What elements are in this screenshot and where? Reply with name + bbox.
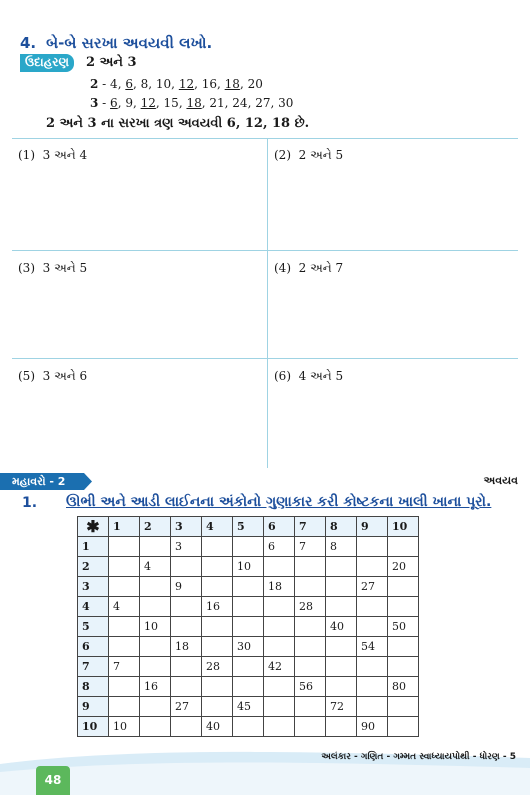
column-header: 4 bbox=[202, 517, 233, 537]
table-cell: 10 bbox=[233, 557, 264, 577]
table-cell[interactable] bbox=[202, 557, 233, 577]
table-cell: 8 bbox=[326, 537, 357, 557]
multiple-value: 9 bbox=[125, 96, 133, 110]
table-cell: 20 bbox=[388, 557, 419, 577]
example-heading: 2 અને 3 bbox=[86, 55, 137, 70]
table-cell: 54 bbox=[357, 637, 388, 657]
table-cell: 50 bbox=[388, 617, 419, 637]
question-4-title bbox=[20, 34, 212, 52]
divider bbox=[12, 138, 518, 139]
table-cell[interactable] bbox=[357, 657, 388, 677]
table-cell[interactable] bbox=[264, 557, 295, 577]
table-cell: 7 bbox=[295, 537, 326, 557]
column-header: 8 bbox=[326, 517, 357, 537]
table-cell[interactable] bbox=[388, 597, 419, 617]
table-cell[interactable] bbox=[357, 697, 388, 717]
table-cell[interactable] bbox=[202, 637, 233, 657]
table-cell: 16 bbox=[202, 597, 233, 617]
chapter-label: અવયવ bbox=[483, 474, 518, 487]
multiple-value: 16 bbox=[201, 77, 218, 91]
line-prefix: 2 bbox=[90, 77, 99, 91]
table-cell[interactable] bbox=[357, 537, 388, 557]
table-cell[interactable] bbox=[388, 717, 419, 737]
table-row bbox=[78, 697, 419, 717]
multiple-value: 12 bbox=[140, 96, 156, 110]
table-cell: 45 bbox=[233, 697, 264, 717]
footer-book-title: અલંકાર - ગણિત - ગમ્મત સ્વાધ્યાયપોથી - ધોરણ - 5 bbox=[321, 752, 516, 762]
multiple-value: 10 bbox=[155, 77, 172, 91]
column-header: 1 bbox=[109, 517, 140, 537]
answer-cell-1[interactable]: (1) 3 અને 4 bbox=[18, 148, 88, 162]
row-header: 9 bbox=[78, 697, 109, 717]
table-cell[interactable] bbox=[233, 657, 264, 677]
multiple-value: 12 bbox=[178, 77, 195, 91]
table-cell[interactable] bbox=[264, 637, 295, 657]
table-cell[interactable] bbox=[357, 617, 388, 637]
table-row bbox=[78, 657, 419, 677]
answer-cell-2[interactable]: (2) 2 અને 5 bbox=[274, 148, 344, 162]
table-cell: 18 bbox=[171, 637, 202, 657]
table-cell[interactable] bbox=[295, 577, 326, 597]
question-text: બે-બે સરખા અવયવી લખો. bbox=[46, 34, 213, 52]
table-row bbox=[78, 637, 419, 657]
table-cell: 4 bbox=[140, 557, 171, 577]
table-cell[interactable] bbox=[295, 697, 326, 717]
table-cell: 16 bbox=[140, 677, 171, 697]
table-cell[interactable] bbox=[140, 637, 171, 657]
table-cell: 4 bbox=[109, 597, 140, 617]
table-cell[interactable] bbox=[264, 697, 295, 717]
table-cell[interactable] bbox=[233, 677, 264, 697]
table-cell[interactable] bbox=[109, 617, 140, 637]
row-header: 10 bbox=[78, 717, 109, 737]
multiple-value: 6 bbox=[125, 77, 133, 91]
multiple-value: 6 bbox=[110, 96, 118, 110]
table-cell: 10 bbox=[109, 717, 140, 737]
row-header: 7 bbox=[78, 657, 109, 677]
table-cell[interactable] bbox=[171, 597, 202, 617]
table-cell[interactable] bbox=[295, 717, 326, 737]
multiple-value: 15 bbox=[163, 96, 179, 110]
table-cell[interactable] bbox=[326, 557, 357, 577]
table-cell[interactable] bbox=[326, 597, 357, 617]
table-cell[interactable] bbox=[202, 577, 233, 597]
multiple-value: 18 bbox=[186, 96, 202, 110]
table-cell[interactable] bbox=[264, 717, 295, 737]
table-cell[interactable] bbox=[109, 637, 140, 657]
table-cell[interactable] bbox=[140, 717, 171, 737]
table-cell[interactable] bbox=[202, 697, 233, 717]
multiple-value: 18 bbox=[224, 77, 240, 91]
table-cell[interactable] bbox=[326, 657, 357, 677]
table-cell: 56 bbox=[295, 677, 326, 697]
column-header: 6 bbox=[264, 517, 295, 537]
multiple-value: 30 bbox=[278, 96, 294, 110]
column-header: 3 bbox=[171, 517, 202, 537]
table-cell: 6 bbox=[264, 537, 295, 557]
table-cell[interactable] bbox=[264, 597, 295, 617]
row-header: 4 bbox=[78, 597, 109, 617]
table-cell[interactable] bbox=[140, 657, 171, 677]
table-cell[interactable] bbox=[233, 537, 264, 557]
table-cell: 80 bbox=[388, 677, 419, 697]
table-cell[interactable] bbox=[171, 717, 202, 737]
table-cell[interactable] bbox=[171, 557, 202, 577]
answer-grid bbox=[12, 138, 518, 468]
table-cell: 27 bbox=[357, 577, 388, 597]
table-cell[interactable] bbox=[109, 557, 140, 577]
table-cell: 28 bbox=[202, 657, 233, 677]
table-cell[interactable] bbox=[233, 577, 264, 597]
row-header: 5 bbox=[78, 617, 109, 637]
row-header: 6 bbox=[78, 637, 109, 657]
table-cell[interactable] bbox=[357, 677, 388, 697]
table-cell[interactable] bbox=[233, 597, 264, 617]
table-cell[interactable] bbox=[388, 577, 419, 597]
line-prefix: 3 bbox=[90, 96, 99, 110]
table-row bbox=[78, 557, 419, 577]
example-conclusion: 2 અને 3 ના સરખા ત્રણ અવયવી 6, 12, 18 છે. bbox=[46, 116, 310, 131]
table-cell: 40 bbox=[202, 717, 233, 737]
table-cell[interactable] bbox=[388, 637, 419, 657]
multiple-value: 20 bbox=[247, 77, 263, 91]
table-row bbox=[78, 617, 419, 637]
table-cell: 27 bbox=[171, 697, 202, 717]
column-header: 5 bbox=[233, 517, 264, 537]
table-cell[interactable] bbox=[388, 537, 419, 557]
answer-cell-6[interactable]: (6) 4 અને 5 bbox=[274, 369, 344, 383]
table-cell: 9 bbox=[171, 577, 202, 597]
table-cell: 72 bbox=[326, 697, 357, 717]
example-badge: ઉદાહરણ bbox=[20, 54, 74, 72]
table-cell[interactable] bbox=[388, 657, 419, 677]
table-cell[interactable] bbox=[326, 637, 357, 657]
multiple-value: 8 bbox=[140, 77, 149, 91]
table-cell[interactable] bbox=[109, 677, 140, 697]
table-cell[interactable] bbox=[295, 617, 326, 637]
multiple-value: 27 bbox=[255, 96, 271, 110]
table-cell: 42 bbox=[264, 657, 295, 677]
table-row bbox=[78, 537, 419, 557]
multiple-value: 21 bbox=[209, 96, 225, 110]
table-cell[interactable] bbox=[295, 657, 326, 677]
table-cell[interactable] bbox=[233, 617, 264, 637]
table-cell[interactable] bbox=[140, 597, 171, 617]
column-header: 10 bbox=[388, 517, 419, 537]
table-cell[interactable] bbox=[140, 537, 171, 557]
answer-cell-5[interactable]: (5) 3 અને 6 bbox=[18, 369, 88, 383]
column-header: 9 bbox=[357, 517, 388, 537]
table-cell: 3 bbox=[171, 537, 202, 557]
table-cell: 28 bbox=[295, 597, 326, 617]
table-cell[interactable] bbox=[326, 677, 357, 697]
table-cell[interactable] bbox=[140, 577, 171, 597]
row-header: 8 bbox=[78, 677, 109, 697]
table-cell[interactable] bbox=[357, 597, 388, 617]
row-header: 2 bbox=[78, 557, 109, 577]
table-row bbox=[78, 577, 419, 597]
column-header: 7 bbox=[295, 517, 326, 537]
divider bbox=[12, 358, 518, 359]
table-cell[interactable] bbox=[295, 557, 326, 577]
table-cell[interactable] bbox=[140, 697, 171, 717]
multiple-value: 4 bbox=[110, 77, 118, 91]
table-cell: 30 bbox=[233, 637, 264, 657]
table-cell[interactable] bbox=[295, 637, 326, 657]
table-cell[interactable] bbox=[171, 617, 202, 637]
table-cell[interactable] bbox=[202, 617, 233, 637]
table-cell[interactable] bbox=[171, 657, 202, 677]
section-label: મહાવરો - 2 bbox=[12, 475, 66, 488]
table-cell[interactable] bbox=[109, 537, 140, 557]
table-cell[interactable] bbox=[388, 697, 419, 717]
row-header: 3 bbox=[78, 577, 109, 597]
table-cell[interactable] bbox=[202, 677, 233, 697]
table-cell: 18 bbox=[264, 577, 295, 597]
table-cell[interactable] bbox=[233, 717, 264, 737]
table-cell[interactable] bbox=[326, 717, 357, 737]
table-corner-star-icon: ✱ bbox=[78, 517, 109, 537]
table-cell[interactable] bbox=[326, 577, 357, 597]
question-1-title: ઊભી અને આડી લાઈનના અંકોનો ગુણાકાર કરી કોષ્ટકના ખાલી ખાના પૂરો. bbox=[66, 494, 492, 510]
row-header: 1 bbox=[78, 537, 109, 557]
example-multiples-of-3: 3 - 6, 9, 12, 15, 18, 21, 24, 27, 30 bbox=[90, 96, 294, 110]
table-cell[interactable] bbox=[264, 677, 295, 697]
table-cell[interactable] bbox=[357, 557, 388, 577]
divider bbox=[12, 250, 518, 251]
table-row bbox=[78, 597, 419, 617]
divider bbox=[267, 138, 268, 468]
answer-cell-3[interactable]: (3) 3 અને 5 bbox=[18, 261, 88, 275]
table-cell: 10 bbox=[140, 617, 171, 637]
table-cell: 40 bbox=[326, 617, 357, 637]
page-number: 48 bbox=[36, 766, 70, 795]
table-cell[interactable] bbox=[202, 537, 233, 557]
multiple-value: 24 bbox=[232, 96, 248, 110]
question-number: 1. bbox=[22, 495, 38, 511]
table-cell[interactable] bbox=[171, 677, 202, 697]
table-cell: 90 bbox=[357, 717, 388, 737]
answer-cell-4[interactable]: (4) 2 અને 7 bbox=[274, 261, 344, 275]
table-cell[interactable] bbox=[264, 617, 295, 637]
table-row bbox=[78, 717, 419, 737]
column-header: 2 bbox=[140, 517, 171, 537]
table-cell[interactable] bbox=[109, 697, 140, 717]
table-cell[interactable] bbox=[109, 577, 140, 597]
example-multiples-of-2: 2 - 4, 6, 8, 10, 12, 16, 18, 20 bbox=[90, 77, 263, 91]
question-number: 4. bbox=[20, 34, 37, 52]
table-row bbox=[78, 677, 419, 697]
table-cell: 7 bbox=[109, 657, 140, 677]
multiplication-table bbox=[77, 516, 419, 737]
